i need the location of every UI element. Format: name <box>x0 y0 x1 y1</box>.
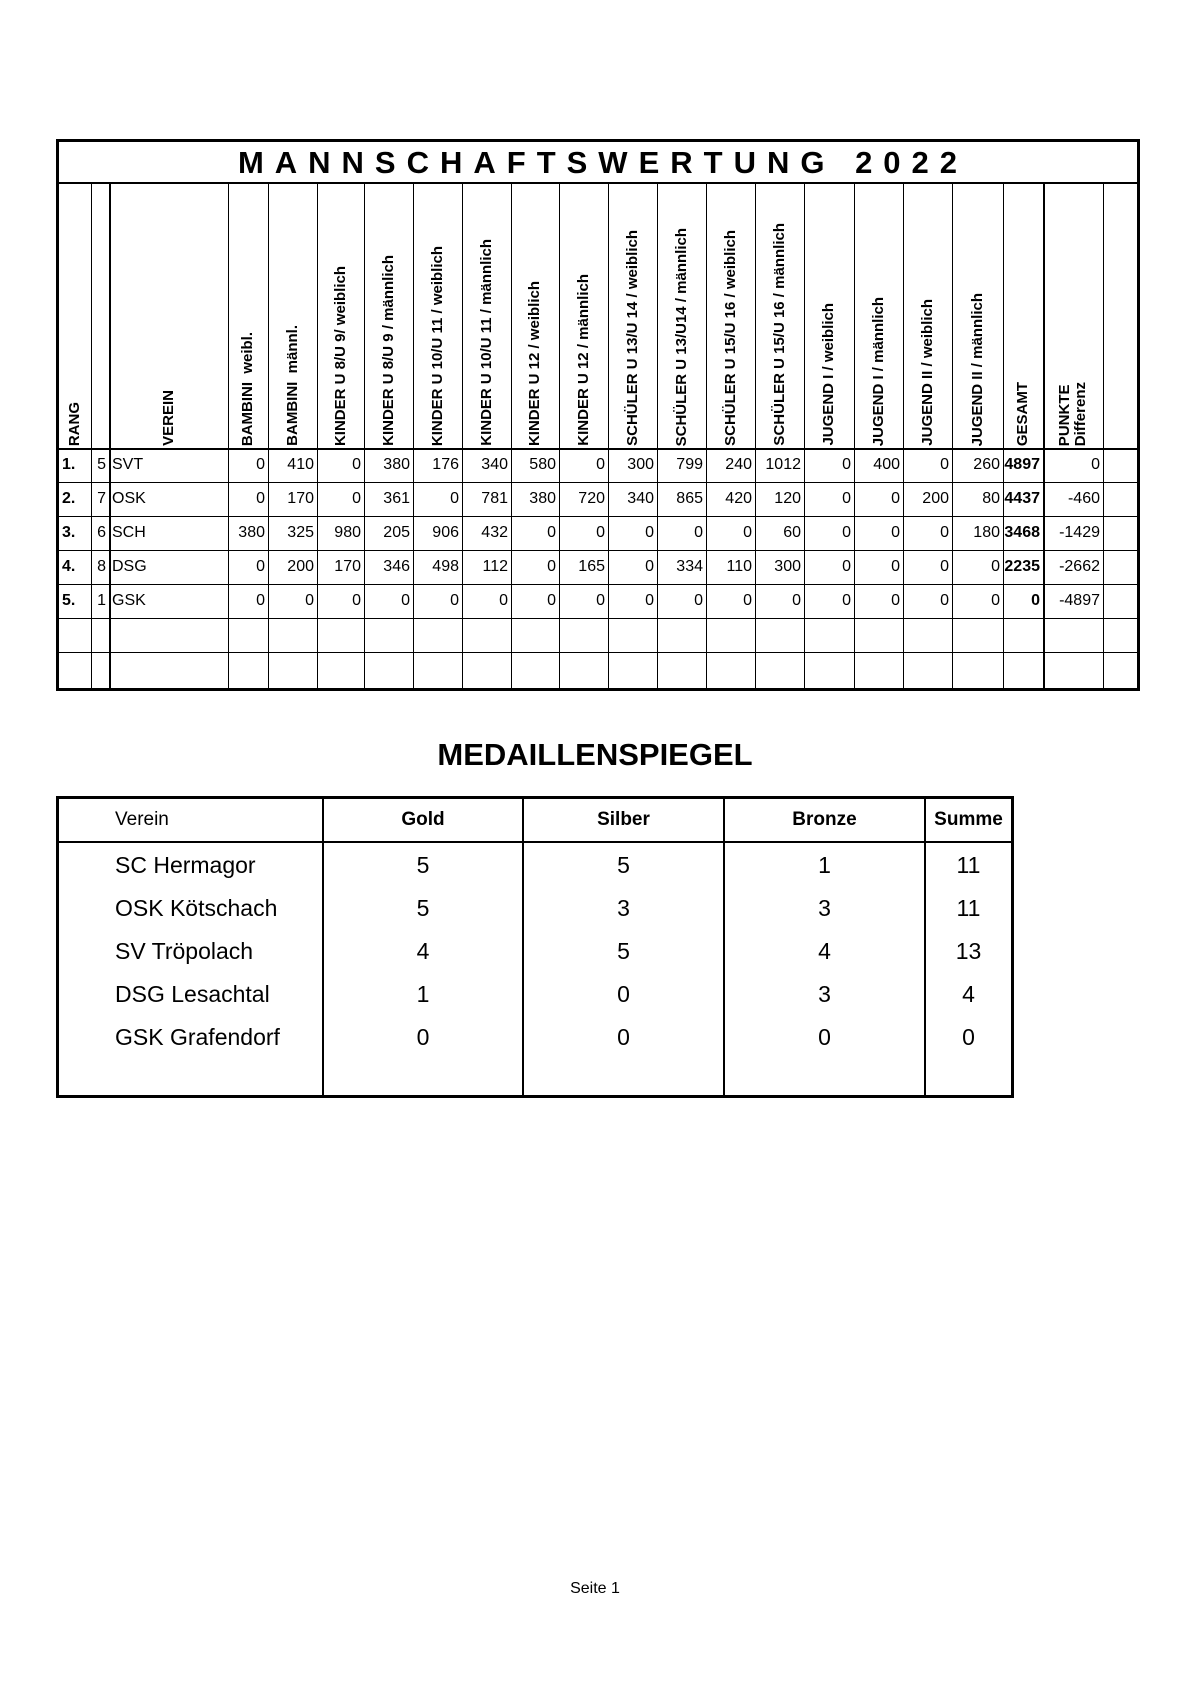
table-cell: 0 <box>352 456 361 473</box>
column-header-label: KINDER U 12 / männlich <box>574 274 592 446</box>
table-cell: 781 <box>481 490 508 507</box>
medal-cell-gold: 0 <box>416 1024 430 1050</box>
medal-cell-club: DSG Lesachtal <box>115 981 270 1007</box>
table-cell: 6 <box>97 524 106 541</box>
table-cell: 8 <box>97 558 106 575</box>
column-header <box>608 184 657 448</box>
table-cell: 240 <box>725 456 752 473</box>
table-cell: 432 <box>481 524 508 541</box>
column-header <box>413 184 462 448</box>
table-cell: 0 <box>891 558 900 575</box>
table-cell: 0 <box>842 490 851 507</box>
column-header <box>1003 184 1043 448</box>
table-cell: 0 <box>596 592 605 609</box>
table-cell: 180 <box>973 524 1000 541</box>
table-cell: 0 <box>450 592 459 609</box>
table-cell: 0 <box>1091 456 1100 473</box>
column-header-label: BAMBINI weibl. <box>239 331 256 446</box>
column-header <box>804 184 854 448</box>
column-header-label: SCHÜLER U 13/U14 / männlich <box>672 227 690 446</box>
table-cell: 0 <box>743 524 752 541</box>
table-cell: 170 <box>287 490 314 507</box>
table-cell: 5. <box>62 592 76 609</box>
column-header-label: BAMBINI männl. <box>283 325 301 446</box>
medal-cell-bronze: 1 <box>818 852 831 878</box>
table-cell: 0 <box>694 592 703 609</box>
column-header-label: KINDER U 8/U 9 / männlich <box>379 255 397 446</box>
table-cell: 3. <box>62 524 76 541</box>
column-header-label: SCHÜLER U 15/U 16 / weiblich <box>721 230 739 446</box>
row-divider <box>59 652 1137 653</box>
column-header <box>268 184 317 448</box>
medal-cell-bronze: 0 <box>818 1024 831 1050</box>
table-cell: 0 <box>694 524 703 541</box>
table-cell: 0 <box>940 524 949 541</box>
column-header-label: GESAMT <box>1014 381 1031 446</box>
page-number: Seite 1 <box>570 1580 620 1597</box>
table-cell: 325 <box>287 524 314 541</box>
table-cell: 0 <box>596 524 605 541</box>
column-header <box>59 184 91 448</box>
team-ranking-grid <box>59 184 1137 688</box>
column-header <box>755 184 804 448</box>
column-header <box>511 184 559 448</box>
medal-cell-bronze: 3 <box>818 895 831 921</box>
table-cell: 0 <box>499 592 508 609</box>
column-header <box>952 184 1003 448</box>
table-cell: 0 <box>891 592 900 609</box>
table-cell: -2662 <box>1059 558 1100 575</box>
table-cell: 400 <box>873 456 900 473</box>
medal-header-bronze: Bronze <box>792 809 857 830</box>
table-cell: OSK <box>112 490 146 507</box>
medal-cell-silver: 3 <box>617 895 630 921</box>
table-cell: 0 <box>256 558 265 575</box>
column-header <box>657 184 706 448</box>
table-cell: 0 <box>842 524 851 541</box>
table-cell: 7 <box>97 490 106 507</box>
table-cell: 0 <box>991 592 1000 609</box>
table-cell: 340 <box>627 490 654 507</box>
table-cell: 0 <box>305 592 314 609</box>
table-cell: 120 <box>774 490 801 507</box>
medal-header-rule <box>59 841 1011 843</box>
column-header-label: SCHÜLER U 13/U 14 / weiblich <box>623 230 641 446</box>
column-header <box>91 184 109 448</box>
medal-cell-gold: 5 <box>416 895 430 921</box>
column-divider <box>1103 184 1104 688</box>
table-cell: 334 <box>676 558 703 575</box>
table-cell: 580 <box>529 456 556 473</box>
table-cell: 1 <box>97 592 106 609</box>
table-cell: 60 <box>783 524 801 541</box>
column-header-label: PUNKTE Differenz <box>1056 381 1089 446</box>
table-cell: -4897 <box>1059 592 1100 609</box>
medal-header-silver: Silber <box>597 809 650 830</box>
table-cell: 1012 <box>765 456 801 473</box>
table-cell: 2235 <box>1004 558 1040 575</box>
table-cell: 0 <box>1031 592 1040 609</box>
table-cell: 906 <box>432 524 459 541</box>
column-header <box>903 184 952 448</box>
table-cell: 0 <box>352 490 361 507</box>
column-header <box>462 184 511 448</box>
column-header <box>1043 184 1103 448</box>
medal-cell-sum: 0 <box>962 1024 975 1050</box>
column-header-label: VEREIN <box>159 390 177 446</box>
table-cell: 170 <box>334 558 361 575</box>
column-header <box>317 184 364 448</box>
table-cell: 300 <box>774 558 801 575</box>
medal-cell-club: OSK Kötschach <box>115 895 278 921</box>
table-cell: 0 <box>940 558 949 575</box>
table-cell: 0 <box>645 524 654 541</box>
table-cell: SCH <box>112 524 146 541</box>
column-header <box>559 184 608 448</box>
table-cell: 165 <box>578 558 605 575</box>
medal-cell-sum: 13 <box>955 938 982 964</box>
table-cell: 0 <box>547 524 556 541</box>
table-cell: 0 <box>256 490 265 507</box>
table-cell: 0 <box>991 558 1000 575</box>
table-cell: 0 <box>891 490 900 507</box>
table-cell: 346 <box>383 558 410 575</box>
table-cell: 720 <box>578 490 605 507</box>
table-cell: 361 <box>383 490 410 507</box>
medal-cell-gold: 5 <box>416 852 430 878</box>
table-cell: 260 <box>973 456 1000 473</box>
column-header-label: JUGEND II / männlich <box>968 292 986 446</box>
medal-header-club: Verein <box>115 809 169 830</box>
table-cell: 4437 <box>1004 490 1040 507</box>
table-cell: 176 <box>432 456 459 473</box>
column-header-label: KINDER U 8/U 9/ weiblich <box>331 265 349 446</box>
column-header <box>364 184 413 448</box>
medal-cell-gold: 1 <box>416 981 430 1007</box>
column-header-label: SCHÜLER U 15/U 16 / männlich <box>770 223 788 446</box>
medal-cell-club: GSK Grafendorf <box>115 1024 280 1050</box>
table-cell: 4897 <box>1004 456 1040 473</box>
medal-cell-bronze: 4 <box>818 938 831 964</box>
column-header-label: JUGEND I / männlich <box>869 296 887 446</box>
table-cell: 380 <box>529 490 556 507</box>
table-cell: 0 <box>596 456 605 473</box>
medal-cell-silver: 5 <box>617 852 630 878</box>
table-cell: 0 <box>940 456 949 473</box>
table-cell: 0 <box>450 490 459 507</box>
table-cell: 5 <box>97 456 106 473</box>
table-cell: GSK <box>112 592 146 609</box>
table-cell: 498 <box>432 558 459 575</box>
medal-header-gold: Gold <box>401 809 445 830</box>
table-cell: 0 <box>940 592 949 609</box>
medal-cell-silver: 0 <box>617 981 630 1007</box>
table-cell: 0 <box>547 558 556 575</box>
medal-table <box>56 796 1014 1098</box>
table-cell: 0 <box>842 456 851 473</box>
medal-cell-sum: 4 <box>962 981 975 1007</box>
column-header-label: JUGEND I / weiblich <box>820 303 837 446</box>
table-cell: 799 <box>676 456 703 473</box>
table-cell: 0 <box>256 456 265 473</box>
table-cell: 80 <box>982 490 1000 507</box>
table-cell: 2. <box>62 490 76 507</box>
table-cell: -460 <box>1067 490 1100 507</box>
column-header-label: KINDER U 10/U 11 / weiblich <box>428 245 446 446</box>
table-cell: 0 <box>842 558 851 575</box>
column-header <box>706 184 755 448</box>
table-cell: 0 <box>256 592 265 609</box>
row-divider <box>59 618 1137 619</box>
medal-cell-club: SV Tröpolach <box>115 938 254 964</box>
medal-cell-sum: 11 <box>956 895 981 921</box>
table-cell: 0 <box>743 592 752 609</box>
table-cell: 3468 <box>1004 524 1040 541</box>
table-cell: 300 <box>627 456 654 473</box>
medal-cell-sum: 11 <box>956 852 981 878</box>
medal-cell-club: SC Hermagor <box>115 852 256 878</box>
medal-table-heading: MEDAILLENSPIEGEL <box>437 737 753 772</box>
table-cell: 4. <box>62 558 76 575</box>
column-header-label: JUGEND II / weiblich <box>918 299 936 446</box>
column-header <box>228 184 268 448</box>
table-cell: 112 <box>482 558 508 575</box>
column-header-label: RANG <box>66 401 83 446</box>
table-cell: -1429 <box>1059 524 1100 541</box>
table-cell: 0 <box>645 592 654 609</box>
table-cell: 200 <box>922 490 949 507</box>
medal-cell-gold: 4 <box>416 938 430 964</box>
table-cell: 110 <box>726 558 752 575</box>
column-header-label: KINDER U 12 / weiblich <box>526 280 543 446</box>
medal-cell-silver: 5 <box>617 938 630 964</box>
table-cell: DSG <box>112 558 147 575</box>
table-cell: 980 <box>334 524 361 541</box>
table-cell: 0 <box>891 524 900 541</box>
table-cell: 380 <box>238 524 265 541</box>
column-header <box>109 184 228 448</box>
table-cell: 420 <box>725 490 752 507</box>
table-cell: 0 <box>401 592 410 609</box>
team-ranking-title: MANNSCHAFTSWERTUNG 2022 <box>59 142 1137 184</box>
table-cell: 380 <box>383 456 410 473</box>
column-header-label: KINDER U 10/U 11 / männlich <box>477 239 495 446</box>
table-cell: 0 <box>547 592 556 609</box>
table-cell: 1. <box>62 456 76 473</box>
table-cell: 410 <box>287 456 314 473</box>
table-cell: 205 <box>383 524 410 541</box>
column-header <box>854 184 903 448</box>
medal-header-sum: Summe <box>934 809 1003 830</box>
table-cell: 0 <box>842 592 851 609</box>
table-cell: 0 <box>792 592 801 609</box>
medal-cell-silver: 0 <box>617 1024 630 1050</box>
medal-cell-bronze: 3 <box>818 981 831 1007</box>
table-cell: 0 <box>645 558 654 575</box>
team-ranking-table <box>56 139 1140 691</box>
table-cell: 200 <box>287 558 314 575</box>
table-cell: 0 <box>352 592 361 609</box>
table-cell: 340 <box>481 456 508 473</box>
table-cell: SVT <box>112 456 144 473</box>
table-cell: 865 <box>676 490 703 507</box>
